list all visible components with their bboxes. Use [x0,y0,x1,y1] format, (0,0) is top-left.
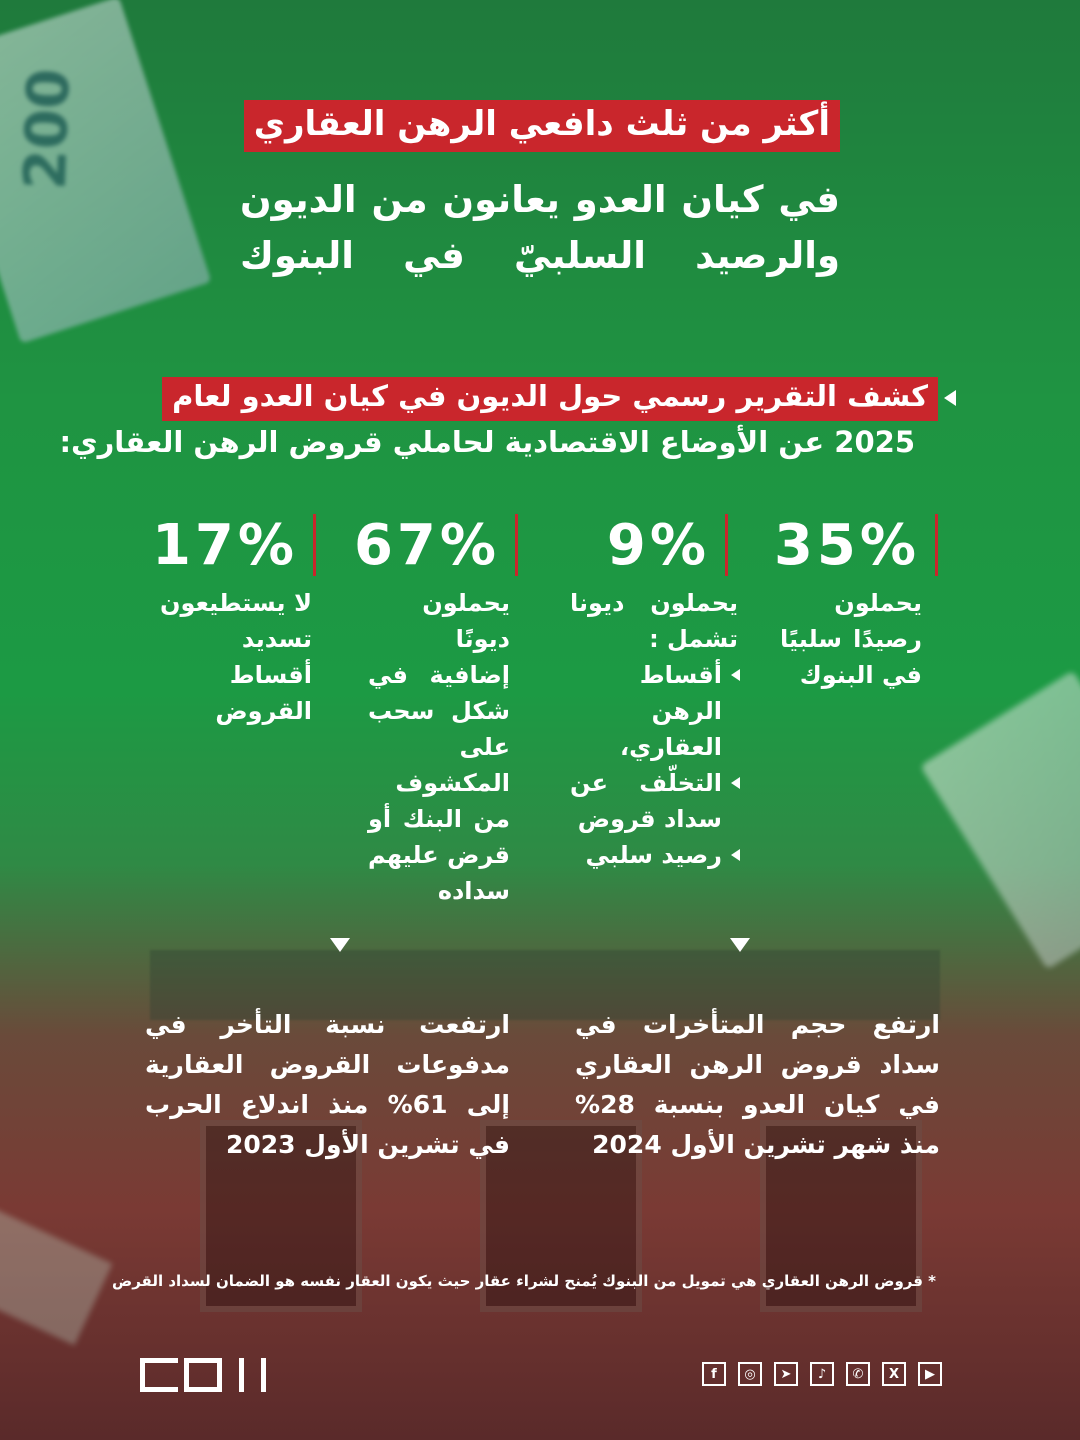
stat-value: 67% [353,512,500,578]
youtube-icon[interactable]: ▶ [918,1362,942,1386]
title-banner [244,100,840,152]
arrow-down-icon [330,938,350,952]
stat-description: يحملون ديونا تشمل : [570,589,738,653]
stat-value: 35% [773,512,920,578]
stat-description: لا يستطيعون تسديد أقساط القروض [160,589,312,725]
brand-logo [140,1358,272,1392]
whatsapp-icon[interactable]: ✆ [846,1362,870,1386]
facebook-icon[interactable]: f [702,1362,726,1386]
pointer-icon [944,390,956,406]
banknote-decoration-right [920,671,1080,970]
stat-value: 17% [151,512,298,578]
stat-description: يحملون ديونًا إضافية في شكل سحب على المكشوف من البنك أو قرض عليهم سداده [368,589,510,905]
tiktok-icon[interactable]: ♪ [810,1362,834,1386]
arrow-down-icon [730,938,750,952]
banknote-decoration: 200 [0,0,211,344]
finding-left: ارتفعت نسبة التأخر في مدفوعات القروض العقارية إلى 61% منذ اندلاع الحرب في تشرين الأول 2023 [145,1010,510,1159]
x-icon[interactable]: X [882,1362,906,1386]
list-item: أقساط الرهن العقاري، [570,657,740,765]
stat-9 [607,510,710,580]
page-subtitle: في كيان العدو يعانون من الديون والرصيد السلبيّ في البنوك [240,178,840,277]
stat-divider [313,514,316,576]
report-banner [162,377,938,421]
list-item: التخلّف عن سداد قروض [570,765,740,837]
social-links [702,1362,942,1386]
stat-divider [515,514,518,576]
finding-right: ارتفع حجم المتأخرات في سداد قروض الرهن العقاري في كيان العدو بنسبة 28% منذ شهر تشرين الأول 2024 [575,1010,940,1159]
stat-35 [774,510,920,580]
page-title: أكثر من ثلث دافعي الرهن العقاري [253,104,830,144]
banknote-decoration-left [0,1205,112,1346]
telegram-icon[interactable]: ➤ [774,1362,798,1386]
stat-value: 9% [606,512,710,578]
list-item: رصيد سلبي [570,837,740,873]
footnote: * قروض الرهن العقاري هي تمويل من البنوك يُمنح لشراء عقار حيث يكون العقار نفسه هو الضمان لسداد القرض [112,1272,936,1290]
stat-description-list [570,585,740,873]
stat-description: يحملون رصيدًا سلبيًا في البنوك [780,589,922,689]
stat-67 [354,510,500,580]
instagram-icon[interactable]: ◎ [738,1362,762,1386]
report-line-1: كشف التقرير رسمي حول الديون في كيان العدو لعام [172,379,928,413]
report-line-2: 2025 عن الأوضاع الاقتصادية لحاملي قروض الرهن العقاري: [59,425,915,459]
stat-divider [725,514,728,576]
stat-divider [935,514,938,576]
stat-17 [152,510,298,580]
